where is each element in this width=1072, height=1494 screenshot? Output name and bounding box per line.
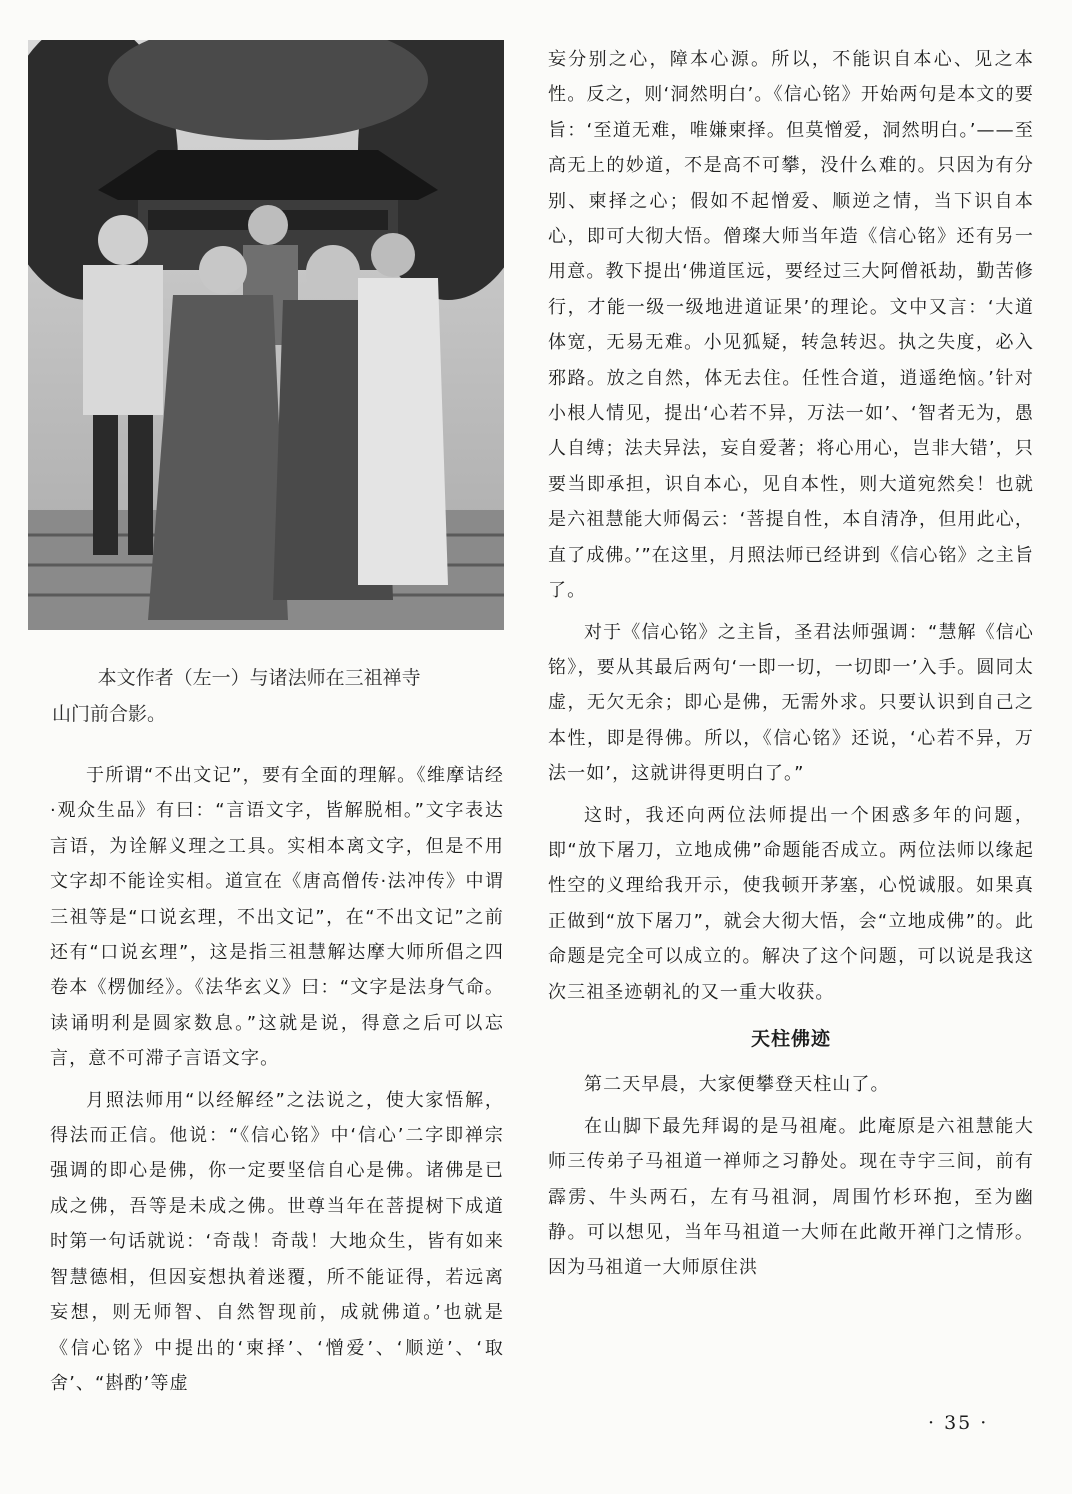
caption-line-2: 山门前合影。	[52, 703, 167, 725]
right-paragraph-2: 对于《信心铭》之主旨，圣君法师强调：“慧解《信心铭》，要从其最后两句‘一即一切，一切即一’入手。圆同太虚，无欠无余；即心是佛，无需外求。只要认识到自己之本性，即是得佛。所以，《信心铭》还说，‘心若不异，万法一如’，这就讲得更明白了。”	[548, 621, 1034, 785]
left-paragraph-1: 于所谓“不出文记”，要有全面的理解。《维摩诘经·观众生品》有曰：“言语文字，皆解脱相。”文字表达言语，为诠解义理之工具。实相本离文字，但是不用文字却不能诠实相。道宣在《唐高僧传·法冲传》中谓三祖等是“口说玄理，不出文记”，在“不出文记”之前还有“口说玄理”，这是指三祖慧解达摩大师所倡之四卷本《楞伽经》。《法华玄义》曰：“文字是法身气命。读诵明利是圆家数息。”这就是说，得意之后可以忘言，意不可滞子言语文字。	[50, 765, 504, 1070]
left-paragraph-2: 月照法师用“以经解经”之法说之，使大家悟解，得法而正信。他说：“《信心铭》中‘信心’二字即禅宗强调的即心是佛，你一定要坚信自心是佛。诸佛是已成之佛，吾等是未成之佛。世尊当年在菩提树下成道时第一句话就说：‘奇哉！奇哉！大地众生，皆有如来智慧德相，但因妄想执着迷覆，所不能证得，若远离妄想，则无师智、自然智现前，成就佛道。’也就是《信心铭》中提出的‘柬择’、‘憎爱’、‘顺逆’、‘取舍’、“斟酌’等虚	[50, 1089, 504, 1394]
right-paragraph-4: 第二天早晨，大家便攀登天柱山了。	[584, 1074, 890, 1096]
right-paragraph-3: 这时，我还向两位法师提出一个困惑多年的问题，即“放下屠刀，立地成佛”命题能否成立。两位法师以缘起性空的义理给我开示，使我顿开茅塞，心悦诚服。如果真正做到“放下屠刀”，就会大彻大悟，会“立地成佛”的。此命题是完全可以成立的。解决了这个问题，可以说是我这次三祖圣迹朝礼的又一重大收获。	[548, 804, 1034, 1003]
right-paragraph-1: 妄分别之心，障本心源。所以，不能识自本心、见之本性。反之，则‘洞然明白’。《信心铭》开始两句是本文的要旨：‘至道无难，唯嫌柬择。但莫憎爱，洞然明白。’——至高无上的妙道，不是高不可攀，没什么难的。只因为有分别、柬择之心；假如不起憎爱、顺逆之情，当下识自本心，即可大彻大悟。僧璨大师当年造《信心铭》还有另一用意。教下提出‘佛道匡远，要经过三大阿僧祇劫，勤苦修行，才能一级一级地进道证果’的理论。文中又言：‘大道体宽，无易无难。小见狐疑，转急转迟。执之失度，必入邪路。放之自然，体无去住。任性合道，逍遥绝恼。’针对小根人情见，提出‘心若不异，万法一如’、‘智者无为，愚人自缚；法夫异法，妄自爱著；将心用心，岂非大错’，只要当即承担，识自本心，见自本性，则大道宛然矣！也就是六祖慧能大师偈云：‘菩提自性，本自清净，但用此心，直了成佛。’”在这里，月照法师已经讲到《信心铭》之主旨了。	[548, 49, 1034, 602]
page-number: · 35 ·	[928, 1412, 989, 1434]
photo-caption	[52, 660, 492, 732]
caption-line-1: 本文作者（左一）与诸法师在三祖禅寺	[97, 667, 421, 689]
right-column	[548, 42, 1034, 1292]
left-column	[50, 758, 504, 1407]
section-heading: 天柱佛迹	[750, 1027, 831, 1050]
photo-icon	[28, 40, 504, 630]
right-paragraph-5: 在山脚下最先拜谒的是马祖庵。此庵原是六祖慧能大师三传弟子马祖道一禅师之习静处。现在寺宇三间，前有霹雳、牛头两石，左有马祖洞，周围竹杉环抱，至为幽静。可以想见，当年马祖道一大师在此敞开禅门之情形。因为马祖道一大师原住洪	[548, 1115, 1034, 1279]
group-photo	[28, 40, 504, 630]
